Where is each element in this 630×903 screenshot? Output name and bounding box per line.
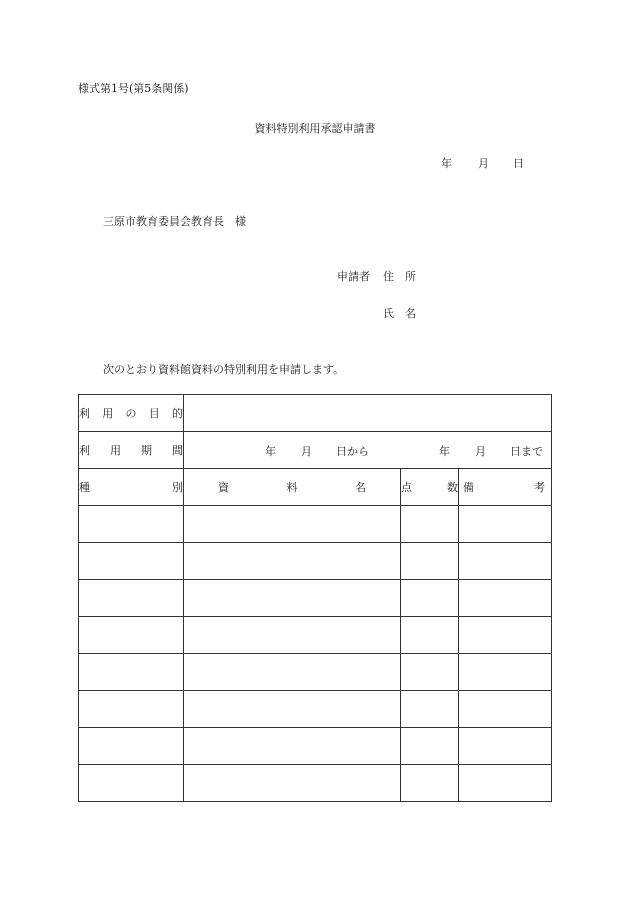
date-month: 月 — [478, 157, 489, 170]
row-count-cell[interactable] — [401, 617, 459, 654]
row-material-cell[interactable] — [184, 765, 401, 802]
row-material-cell[interactable] — [184, 617, 401, 654]
table-row — [79, 691, 552, 728]
row-remarks-cell[interactable] — [459, 580, 552, 617]
row-type-cell[interactable] — [79, 654, 184, 691]
row-remarks-cell[interactable] — [459, 654, 552, 691]
row-type-cell[interactable] — [79, 765, 184, 802]
period-end-month: 月 — [475, 445, 486, 458]
table-row — [79, 506, 552, 543]
col-header-material: 資 料 名 — [184, 469, 401, 506]
row-material-cell[interactable] — [184, 506, 401, 543]
period-field[interactable] — [184, 432, 552, 469]
row-material-cell[interactable] — [184, 580, 401, 617]
table-row — [79, 728, 552, 765]
page-title: 資料特別利用承認申請書 — [254, 122, 376, 135]
table-row — [79, 543, 552, 580]
period-label: 利 用 期 間 — [79, 432, 184, 469]
purpose-label: 利 用 の 目 的 — [79, 395, 184, 432]
row-material-cell[interactable] — [184, 691, 401, 728]
row-type-cell[interactable] — [79, 691, 184, 728]
period-start-day: 日から — [336, 445, 369, 458]
col-header-count: 点 数 — [401, 469, 459, 506]
row-remarks-cell[interactable] — [459, 728, 552, 765]
table-row — [79, 617, 552, 654]
row-count-cell[interactable] — [401, 580, 459, 617]
period-end-day: 日まで — [510, 445, 543, 458]
form-number: 様式第1号(第5条関係) — [78, 82, 189, 95]
recipient: 三原市教育委員会教育長 様 — [103, 215, 246, 228]
header-row — [79, 469, 552, 506]
table-row — [79, 765, 552, 802]
date-day: 日 — [513, 157, 524, 170]
applicant-label: 申請者 — [337, 270, 370, 283]
row-remarks-cell[interactable] — [459, 543, 552, 580]
row-material-cell[interactable] — [184, 728, 401, 765]
row-count-cell[interactable] — [401, 506, 459, 543]
row-material-cell[interactable] — [184, 543, 401, 580]
purpose-field[interactable] — [184, 395, 552, 432]
address-label: 住 所 — [383, 270, 416, 283]
intro-text: 次のとおり資料館資料の特別利用を申請します。 — [103, 363, 345, 376]
row-type-cell[interactable] — [79, 728, 184, 765]
purpose-row — [79, 395, 552, 432]
table-row — [79, 580, 552, 617]
row-count-cell[interactable] — [401, 543, 459, 580]
period-row — [79, 432, 552, 469]
row-remarks-cell[interactable] — [459, 765, 552, 802]
application-table — [78, 394, 552, 802]
row-type-cell[interactable] — [79, 543, 184, 580]
row-remarks-cell[interactable] — [459, 691, 552, 728]
period-end-year: 年 — [439, 445, 450, 458]
date-year: 年 — [441, 157, 452, 170]
row-type-cell[interactable] — [79, 617, 184, 654]
col-header-type: 種 別 — [79, 469, 184, 506]
period-start-year: 年 — [265, 445, 276, 458]
row-count-cell[interactable] — [401, 765, 459, 802]
row-count-cell[interactable] — [401, 654, 459, 691]
row-type-cell[interactable] — [79, 580, 184, 617]
row-type-cell[interactable] — [79, 506, 184, 543]
row-remarks-cell[interactable] — [459, 506, 552, 543]
name-label: 氏 名 — [383, 307, 416, 320]
col-header-remarks: 備 考 — [459, 469, 552, 506]
period-start-month: 月 — [301, 445, 312, 458]
row-count-cell[interactable] — [401, 728, 459, 765]
row-count-cell[interactable] — [401, 691, 459, 728]
row-material-cell[interactable] — [184, 654, 401, 691]
table-row — [79, 654, 552, 691]
row-remarks-cell[interactable] — [459, 617, 552, 654]
